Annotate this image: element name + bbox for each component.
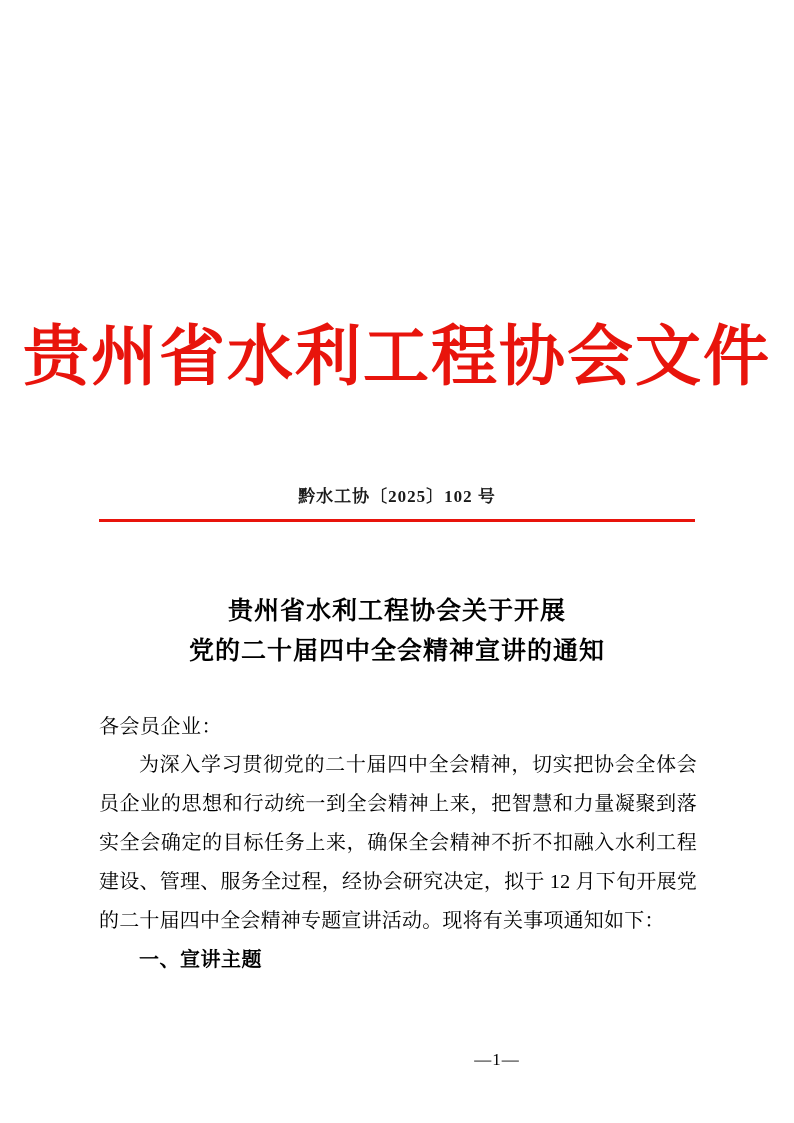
document-title [97,592,697,672]
salutation: 各会员企业： [99,716,222,738]
masthead-title: 贵州省水利工程协会文件 [23,321,771,394]
document-title-line-2: 党的二十届四中全会精神宣讲的通知 [188,638,605,665]
masthead [0,318,794,398]
section-heading-1: 一、宣讲主题 [139,949,262,971]
document-body [99,708,697,980]
document-number: 黔水工协〔2025〕102 号 [298,487,496,506]
body-paragraph-1: 为深入学习贯彻党的二十届四中全会精神，切实把协会全体会员企业的思想和行动统一到全会精神上来，把智慧和力量凝聚到落实全会确定的目标任务上来，确保全会精神不折不扣融入水利工程建设、管理、服务全过程，经协会研究决定，拟于 12 月下旬开展党的二十届四中全会精神专题宣讲活动。现将有关事项通知如下： [99,754,697,932]
page-number: —1— [474,1050,520,1069]
red-divider-rule [99,519,695,522]
document-title-line-1: 贵州省水利工程协会关于开展 [227,598,566,625]
